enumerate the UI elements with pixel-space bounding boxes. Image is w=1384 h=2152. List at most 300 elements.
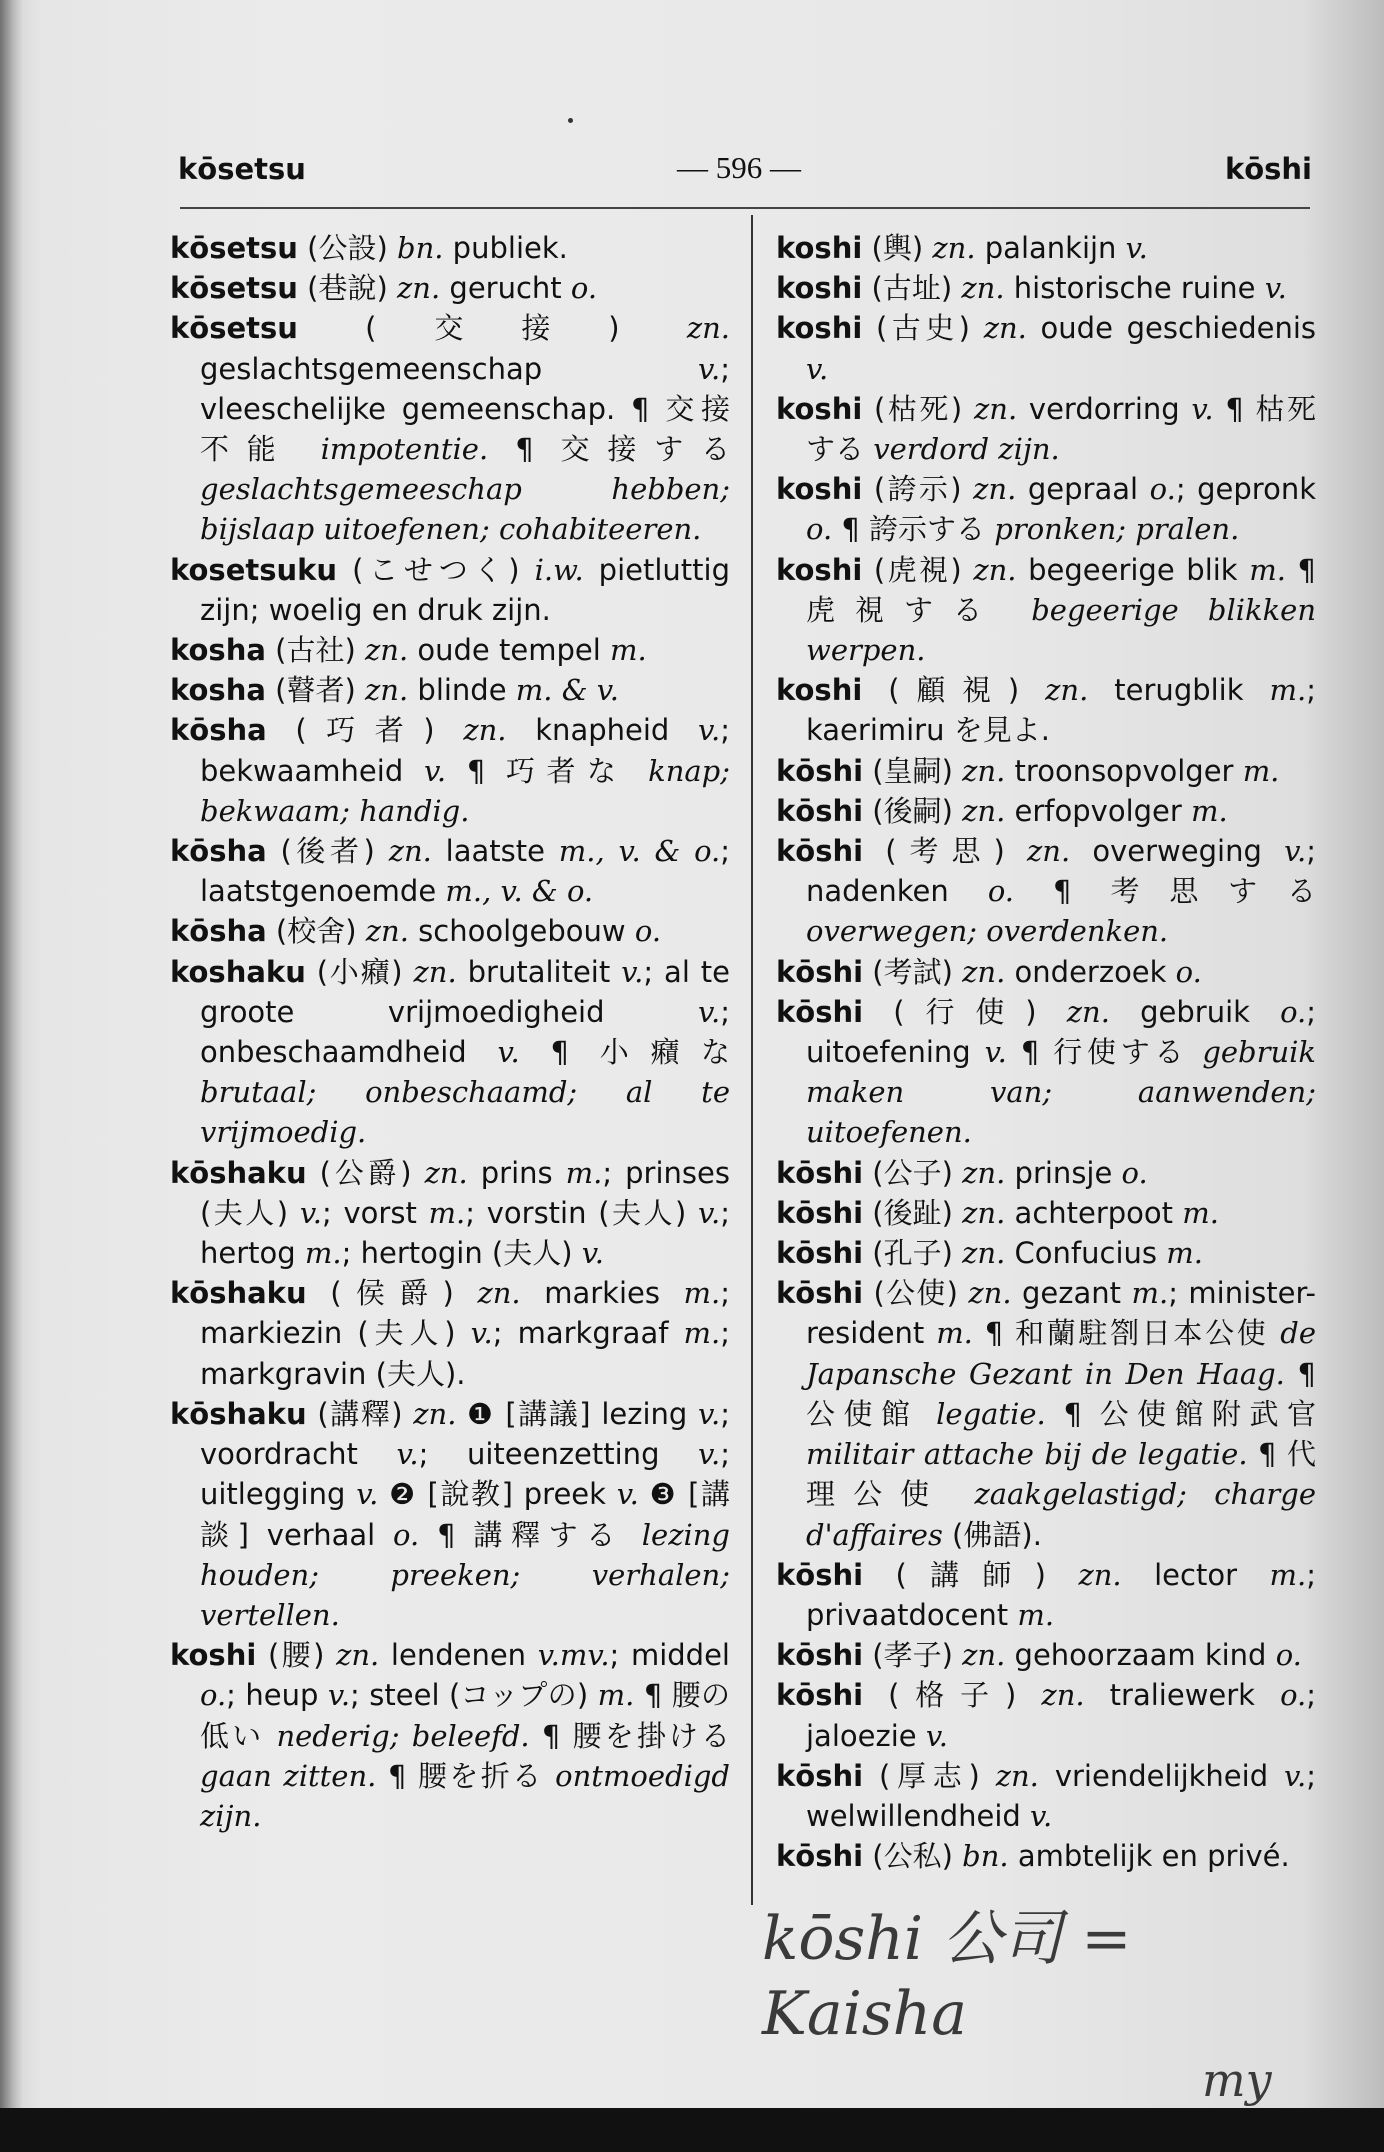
entry-headword: kōshi: [776, 1236, 864, 1271]
entry-definition-text: onderzoek: [1005, 954, 1176, 989]
entry-headword: kōshi: [776, 1839, 864, 1874]
dictionary-entry: [776, 389, 1316, 469]
entry-grammar-label: v.: [621, 954, 644, 989]
entry-grammar-label: zn.: [962, 793, 1006, 828]
entry-example-translation: lezing houden; preeken; verhalen; vertellen.: [200, 1517, 730, 1632]
entry-headword: kōshi: [776, 1758, 864, 1793]
entry-definition-text: ¶ 腰を折る: [376, 1758, 556, 1793]
entry-headword: koshi: [776, 231, 863, 265]
entry-kanji: (公設): [307, 231, 388, 265]
dictionary-entry: [170, 670, 730, 710]
entry-definition-text: lendenen: [379, 1638, 538, 1673]
page-header: [174, 148, 1312, 198]
entry-grammar-label: o.: [1280, 1678, 1307, 1713]
dictionary-entry: [776, 1193, 1316, 1233]
entry-grammar-label: v.: [299, 1195, 323, 1230]
entry-definition-text: ; uiteenzetting: [418, 1437, 699, 1472]
entry-definition-text: historische ruine: [1004, 271, 1265, 306]
entry-headword: kōshi: [776, 1195, 864, 1230]
entry-kanji: (小癪): [316, 954, 403, 989]
entry-grammar-label: v.: [1264, 271, 1287, 306]
entry-headword: kōshaku: [170, 1155, 307, 1190]
entry-headword: koshi: [170, 1638, 257, 1673]
entry-definition-text: ; laatstgenoemde: [200, 834, 731, 909]
entry-kanji: (巷說): [307, 271, 388, 306]
entry-definition-text: oude geschiedenis: [1026, 311, 1316, 346]
entry-grammar-label: zn.: [1066, 994, 1110, 1029]
dictionary-entry: [170, 831, 730, 911]
entry-definition-text: geslachtsgemeenschap: [200, 351, 699, 386]
entry-definition-text: ; vleeschelijke gemeenschap. ¶ 交接不能: [200, 351, 730, 467]
entry-grammar-label: zn.: [973, 472, 1017, 507]
entry-grammar-label: zn.: [962, 753, 1006, 788]
entry-kanji: (後趾): [872, 1195, 953, 1230]
entry-kanji: (厚志): [879, 1758, 980, 1793]
entry-kanji: (枯死): [874, 391, 963, 426]
entry-kanji: (行使): [893, 994, 1037, 1029]
entry-headword: koshi: [776, 271, 863, 306]
entry-grammar-label: zn.: [1078, 1557, 1122, 1592]
entry-grammar-label: v.: [327, 1678, 351, 1713]
entry-grammar-label: zn.: [1045, 673, 1089, 708]
entry-grammar-label: zn.: [365, 633, 409, 668]
entry-kanji: (巧者): [295, 713, 435, 748]
entry-grammar-label: v.: [616, 1477, 639, 1512]
dictionary-entry: [170, 550, 730, 630]
entry-definition-text: ; vorstin (夫人): [465, 1195, 699, 1230]
entry-definition-text: terugblik: [1088, 673, 1270, 708]
dictionary-entry: [776, 1273, 1316, 1554]
entry-headword: koshi: [776, 673, 863, 708]
entry-definition-text: palankijn: [975, 231, 1126, 265]
entry-headword: koshi: [776, 552, 863, 587]
entry-kanji: (古史): [875, 311, 970, 346]
entry-headword: kōshi: [776, 954, 864, 989]
entry-definition-text: ; gepronk: [1175, 472, 1317, 507]
entry-grammar-label: zn.: [388, 834, 432, 869]
entry-headword: kōsetsu: [170, 311, 298, 346]
entry-example-translation: legatie.: [936, 1396, 1046, 1431]
entry-example-translation: verdord zijn.: [873, 432, 1060, 467]
entry-headword: koshi: [776, 391, 863, 426]
entry-headword: kōsetsu: [170, 271, 298, 306]
dictionary-entry: [776, 1756, 1316, 1836]
entry-grammar-label: zn.: [973, 391, 1018, 426]
entry-grammar-label: m.: [683, 1276, 721, 1311]
entry-headword: kōshaku: [170, 1396, 307, 1431]
entry-grammar-label: m.: [597, 1678, 635, 1713]
entry-definition-text: ; welwillendheid: [806, 1758, 1316, 1833]
entry-example-translation: geslachtsgemeeschap hebben; bijslaap uitoefenen; cohabiteeren.: [200, 472, 730, 547]
entry-kanji: (交接): [365, 311, 620, 346]
entry-definition-text: ¶ 虎視する: [806, 552, 1316, 627]
entry-grammar-label: zn.: [397, 271, 441, 306]
entry-definition-text: ; markgravin (夫人).: [200, 1316, 730, 1391]
entry-headword: kōsetsu: [170, 231, 298, 265]
entry-definition-text: vriendelijkheid: [1038, 1758, 1285, 1793]
entry-kanji: (講釋): [317, 1396, 403, 1431]
entry-grammar-label: v.: [925, 1718, 948, 1753]
entry-definition-text: prinsje: [1005, 1155, 1122, 1190]
entry-grammar-label: zn.: [686, 311, 730, 346]
entry-headword: kōsha: [170, 713, 267, 748]
entry-example-translation: pronken; pralen.: [994, 512, 1240, 547]
entry-definition-text: gehoorzaam kind: [1005, 1638, 1276, 1673]
dictionary-entry: [170, 911, 730, 951]
dictionary-entry: [776, 992, 1316, 1153]
entry-kanji: (考思): [885, 834, 1005, 869]
entry-grammar-label: m.: [1242, 753, 1280, 788]
entry-kanji: (後嗣): [872, 793, 953, 828]
dictionary-entry: [776, 751, 1316, 791]
entry-headword: kōshi: [776, 1276, 864, 1311]
entry-definition-text: oude tempel: [408, 633, 610, 668]
entry-kanji: (輿): [871, 231, 924, 265]
entry-grammar-label: m.: [1269, 673, 1307, 708]
entry-definition-text: ¶ 枯死する: [806, 391, 1317, 467]
entry-definition-text: blinde: [408, 673, 516, 708]
entry-definition-text: ¶ 代理公使: [806, 1437, 1317, 1512]
entry-grammar-label: zn.: [463, 713, 507, 748]
entry-definition-text: ; markiezin (夫人): [200, 1276, 731, 1351]
entry-kanji: (皇嗣): [872, 753, 953, 788]
entry-example-translation: de Japansche Gezant in Den Haag.: [806, 1316, 1317, 1391]
entry-example-translation: gebruik maken van; aanwenden; uitoefenen.: [806, 1035, 1316, 1150]
dictionary-entry: [170, 1394, 730, 1635]
entry-definition-text: ¶ 公使館附武官: [1045, 1396, 1316, 1431]
entry-grammar-label: zn.: [365, 914, 409, 949]
page-number: — 596 —: [677, 150, 801, 185]
entry-definition-text: ¶ 行使する: [1006, 1035, 1203, 1070]
entry-kanji: (後者): [280, 834, 375, 869]
entry-definition-text: ; middel: [609, 1638, 730, 1673]
entry-grammar-label: zn.: [1041, 1678, 1085, 1713]
entry-definition-text: prins: [467, 1155, 566, 1190]
entry-definition-text: ¶ 和蘭駐劄日本公使: [972, 1316, 1281, 1351]
dictionary-entry: [170, 952, 730, 1153]
entry-definition-text: ¶ 誇示する: [832, 512, 995, 547]
entry-kanji: (公使): [873, 1276, 958, 1311]
handwritten-note-line2: my: [1202, 2053, 1272, 2107]
entry-definition-text: verdorring: [1017, 391, 1192, 426]
entry-definition-text: schoolgebouw: [408, 914, 635, 949]
entry-grammar-label: o.: [393, 1517, 420, 1552]
entry-grammar-label: o.: [1275, 1638, 1302, 1673]
entry-grammar-label: v.: [423, 753, 447, 788]
entry-headword: kōshi: [776, 834, 864, 869]
entry-definition-text: overweging: [1070, 834, 1285, 869]
entry-definition-text: Confucius: [1005, 1236, 1167, 1271]
entry-headword: koshaku: [170, 954, 306, 989]
entry-kanji: (顧視): [888, 673, 1020, 708]
entry-grammar-label: v.: [806, 351, 829, 386]
entry-definition-text: (佛語).: [942, 1517, 1042, 1552]
entry-grammar-label: v.: [356, 1477, 379, 1512]
entry-headword: koshi: [776, 472, 863, 507]
entry-headword: kōshi: [776, 753, 864, 788]
dictionary-entry: [776, 268, 1316, 308]
entry-grammar-label: m.: [304, 1236, 342, 1271]
entry-example-translation: militair attache bij de legatie.: [806, 1437, 1248, 1472]
entry-definition-text: ; nadenken: [806, 834, 1317, 909]
dictionary-entry: [776, 1153, 1316, 1193]
entry-example-translation: begeerige blikken werpen.: [806, 592, 1317, 668]
entry-definition-text: lector: [1121, 1557, 1270, 1592]
entry-headword: kōsha: [170, 914, 267, 949]
entry-grammar-label: bn.: [962, 1839, 1009, 1874]
entry-grammar-label: v.: [497, 1035, 520, 1070]
entry-grammar-label: zn.: [983, 311, 1027, 346]
entry-grammar-label: m.: [1269, 1557, 1307, 1592]
entry-definition-text: ; heup: [226, 1678, 328, 1713]
entry-grammar-label: m., v. & o.: [558, 834, 721, 869]
entry-definition-text: ; hertog: [200, 1195, 730, 1271]
entry-definition-text: ; kaerimiru を見よ.: [806, 673, 1317, 748]
dictionary-entry: [776, 1635, 1316, 1675]
entry-grammar-label: m.: [1191, 793, 1228, 828]
entry-grammar-label: v.mv.: [537, 1638, 610, 1673]
entry-definition-text: ; uitlegging: [200, 1437, 730, 1512]
entry-definition-text: gebruik: [1109, 994, 1281, 1029]
entry-definition-text: ; privaatdocent: [806, 1557, 1316, 1632]
entry-kanji: (公爵): [319, 1155, 412, 1190]
entry-definition-text: troonsopvolger: [1005, 753, 1243, 788]
entry-grammar-label: v.: [984, 1035, 1007, 1070]
entry-definition-text: ❸ [講談] verhaal: [200, 1477, 731, 1552]
entry-headword: kōsha: [170, 834, 267, 869]
entry-definition-text: ¶ 巧者な: [446, 753, 649, 788]
entry-grammar-label: zn.: [413, 1396, 457, 1431]
entry-headword: kōshi: [776, 1155, 864, 1190]
entry-kanji: (公子): [872, 1155, 953, 1190]
entry-definition-text: ; voordracht: [200, 1396, 730, 1472]
entry-definition-text: achterpoot: [1005, 1195, 1183, 1230]
entry-definition-text: ; jaloezie: [806, 1678, 1317, 1753]
entry-definition-text: ¶ 腰を掛ける: [529, 1718, 730, 1753]
left-column: [170, 228, 730, 1836]
entry-definition-text: ; hertogin (夫人): [341, 1236, 582, 1271]
entry-grammar-label: m.: [683, 1316, 721, 1351]
entry-kanji: (瞽者): [275, 673, 356, 708]
entry-definition-text: ; bekwaamheid: [200, 713, 730, 788]
entry-kanji: (虎視): [873, 552, 962, 587]
entry-headword: kōshaku: [170, 1276, 307, 1311]
right-column: [776, 228, 1316, 1876]
entry-grammar-label: o.: [1149, 472, 1176, 507]
entry-example-translation: nederig; beleefd.: [276, 1718, 530, 1753]
dictionary-entry: [776, 550, 1316, 671]
entry-definition-text: ambtelijk en privé.: [1008, 1839, 1290, 1874]
entry-kanji: (講師): [895, 1557, 1046, 1592]
dictionary-entry: [776, 670, 1316, 750]
entry-grammar-label: o.: [1121, 1155, 1148, 1190]
left-guide-word: kōsetsu: [178, 152, 306, 186]
entry-headword: kōshi: [776, 1557, 864, 1592]
entry-definition-text: ; al te groote vrijmoedigheid: [200, 954, 731, 1029]
dictionary-entry: [170, 710, 730, 831]
entry-kanji: (こせつく): [352, 552, 520, 587]
entry-grammar-label: zn.: [424, 1155, 468, 1190]
entry-grammar-label: v.: [698, 713, 721, 748]
entry-headword: koshi: [776, 311, 863, 346]
header-rule: [180, 207, 1310, 209]
entry-grammar-label: v.: [1030, 1798, 1053, 1833]
entry-grammar-label: m. & v.: [515, 673, 619, 708]
entry-definition-text: publiek.: [443, 231, 568, 265]
entry-grammar-label: o.: [570, 271, 598, 306]
entry-definition-text: ¶ 腰の低い: [200, 1678, 730, 1753]
dictionary-entry: [170, 630, 730, 670]
entry-example-translation: brutaal; onbeschaamd; al te vrijmoedig.: [200, 1075, 730, 1150]
entry-definition-text: gepraal: [1016, 472, 1150, 507]
entry-grammar-label: zn.: [962, 1195, 1006, 1230]
entry-kanji: (腰): [267, 1638, 325, 1673]
entry-grammar-label: zn.: [995, 1758, 1039, 1793]
entry-definition-text: markies: [520, 1276, 684, 1311]
entry-headword: kōshi: [776, 994, 864, 1029]
entry-grammar-label: bn.: [397, 231, 444, 265]
entry-example-translation: overwegen; overdenken.: [806, 914, 1169, 949]
entry-grammar-label: o.: [1280, 994, 1307, 1029]
entry-kanji: (考試): [872, 954, 953, 989]
entry-grammar-label: o.: [806, 512, 833, 547]
entry-example-translation: gaan zitten.: [200, 1758, 377, 1793]
dictionary-entry: [170, 1635, 730, 1836]
dictionary-entry: [776, 831, 1316, 952]
entry-grammar-label: m.: [1017, 1597, 1055, 1632]
entry-definition-text: erfopvolger: [1005, 793, 1192, 828]
entry-grammar-label: m.: [565, 1155, 603, 1190]
entry-headword: kosetsuku: [170, 552, 338, 587]
entry-grammar-label: zn.: [932, 231, 976, 265]
entry-headword: kōshi: [776, 793, 864, 828]
dictionary-entry: [776, 1836, 1316, 1876]
entry-kanji: (孝子): [872, 1638, 953, 1673]
entry-grammar-label: zn.: [962, 1155, 1006, 1190]
entry-grammar-label: v.: [581, 1236, 604, 1271]
entry-grammar-label: zn.: [968, 1276, 1012, 1311]
entry-grammar-label: i.w.: [534, 552, 584, 587]
entry-definition-text: ; prinses (夫人): [200, 1155, 730, 1230]
entry-kanji: (古社): [275, 633, 356, 668]
entry-grammar-label: v.: [698, 351, 721, 386]
entry-grammar-label: zn.: [336, 1638, 380, 1673]
handwritten-note-line1: kōshi 公司 = Kaisha: [762, 1904, 1132, 2049]
entry-definition-text: ❶ [講議] lezing: [456, 1396, 699, 1431]
column-divider: [751, 215, 753, 1905]
entry-definition-text: begeerige blik: [1016, 552, 1250, 587]
right-guide-word: kōshi: [1224, 152, 1312, 186]
entry-kanji: (孔子): [872, 1236, 953, 1271]
ink-speck: [568, 118, 573, 123]
entry-definition-text: pietluttig zijn; woelig en druk zijn.: [200, 552, 730, 627]
dictionary-entry: [776, 791, 1316, 831]
entry-grammar-label: zn.: [962, 954, 1006, 989]
entry-headword: kosha: [170, 633, 266, 668]
entry-kanji: (校舍): [275, 914, 357, 949]
entry-definition-text: ❷ [說教] preek: [378, 1477, 617, 1512]
dictionary-entry: [776, 1675, 1316, 1755]
entry-headword: kōshi: [776, 1678, 864, 1713]
entry-definition-text: ¶ 公使館: [806, 1356, 1316, 1431]
dictionary-entry: [776, 308, 1316, 388]
entry-definition-text: gezant: [1011, 1276, 1132, 1311]
entry-grammar-label: m.: [936, 1316, 973, 1351]
dictionary-entry: [170, 1273, 730, 1394]
entry-definition-text: gerucht: [440, 271, 571, 306]
entry-example-translation: ontmoedigd zijn.: [200, 1758, 730, 1833]
entry-definition-text: ; markgraaf: [492, 1316, 684, 1351]
entry-definition-text: ¶ 考思する: [1013, 874, 1316, 909]
entry-grammar-label: m.: [1249, 552, 1286, 587]
entry-grammar-label: zn.: [962, 1638, 1006, 1673]
dictionary-entry: [170, 228, 730, 268]
entry-grammar-label: v.: [698, 1195, 721, 1230]
entry-grammar-label: m.: [428, 1195, 466, 1230]
dictionary-entry: [776, 1233, 1316, 1273]
entry-grammar-label: m., v. & o.: [445, 874, 594, 909]
entry-grammar-label: v.: [1284, 1758, 1307, 1793]
entry-grammar-label: v.: [698, 1396, 721, 1431]
entry-grammar-label: zn.: [1027, 834, 1071, 869]
entry-definition-text: ¶ 交接する: [488, 432, 731, 467]
entry-definition-text: ; steel (コップの): [350, 1678, 598, 1713]
entry-definition-text: traliewerk: [1084, 1678, 1281, 1713]
entry-grammar-label: zn.: [477, 1276, 521, 1311]
dictionary-entry: [776, 228, 1316, 268]
entry-grammar-label: m.: [609, 633, 647, 668]
entry-definition-text: ; uitoefening: [806, 994, 1317, 1070]
entry-grammar-label: zn.: [961, 271, 1005, 306]
entry-definition-text: ¶ 小癪な: [519, 1035, 730, 1070]
entry-grammar-label: zn.: [973, 552, 1017, 587]
dictionary-entry: [170, 308, 730, 549]
dictionary-entry: [776, 1555, 1316, 1635]
entry-grammar-label: v.: [1284, 834, 1307, 869]
entry-grammar-label: m.: [1131, 1276, 1169, 1311]
entry-definition-text: knapheid: [506, 713, 699, 748]
entry-grammar-label: o.: [1175, 954, 1202, 989]
handwritten-note: [762, 1902, 1322, 2108]
entry-grammar-label: m.: [1166, 1236, 1203, 1271]
entry-grammar-label: v.: [470, 1316, 493, 1351]
entry-definition-text: ; onbeschaamdheid: [200, 994, 730, 1070]
book-spine-shadow: [0, 0, 22, 2108]
entry-kanji: (古址): [871, 271, 953, 306]
entry-kanji: (格子): [888, 1678, 1017, 1713]
entry-grammar-label: o.: [987, 874, 1014, 909]
dictionary-entry: [170, 268, 730, 308]
entry-example-translation: zaakgelastigd; charge d'affaires: [806, 1477, 1316, 1552]
entry-kanji: (誇示): [873, 472, 962, 507]
entry-grammar-label: v.: [698, 1437, 721, 1472]
entry-headword: kosha: [170, 673, 266, 708]
entry-grammar-label: zn.: [962, 1236, 1006, 1271]
entry-grammar-label: v.: [1191, 391, 1214, 426]
entry-definition-text: ; minister-resident: [806, 1276, 1317, 1351]
entry-kanji: (侯爵): [330, 1276, 454, 1311]
dictionary-entry: [170, 1153, 730, 1274]
entry-example-translation: knap; bekwaam; handig.: [200, 753, 730, 828]
entry-definition-text: brutaliteit: [456, 954, 622, 989]
entry-example-translation: impotentie.: [320, 432, 489, 467]
entry-grammar-label: zn.: [365, 673, 409, 708]
entry-grammar-label: v.: [1125, 231, 1148, 265]
entry-grammar-label: m.: [1182, 1195, 1219, 1230]
entry-kanji: (公私): [872, 1839, 953, 1874]
entry-headword: kōshi: [776, 1638, 864, 1673]
entry-grammar-label: o.: [200, 1678, 227, 1713]
